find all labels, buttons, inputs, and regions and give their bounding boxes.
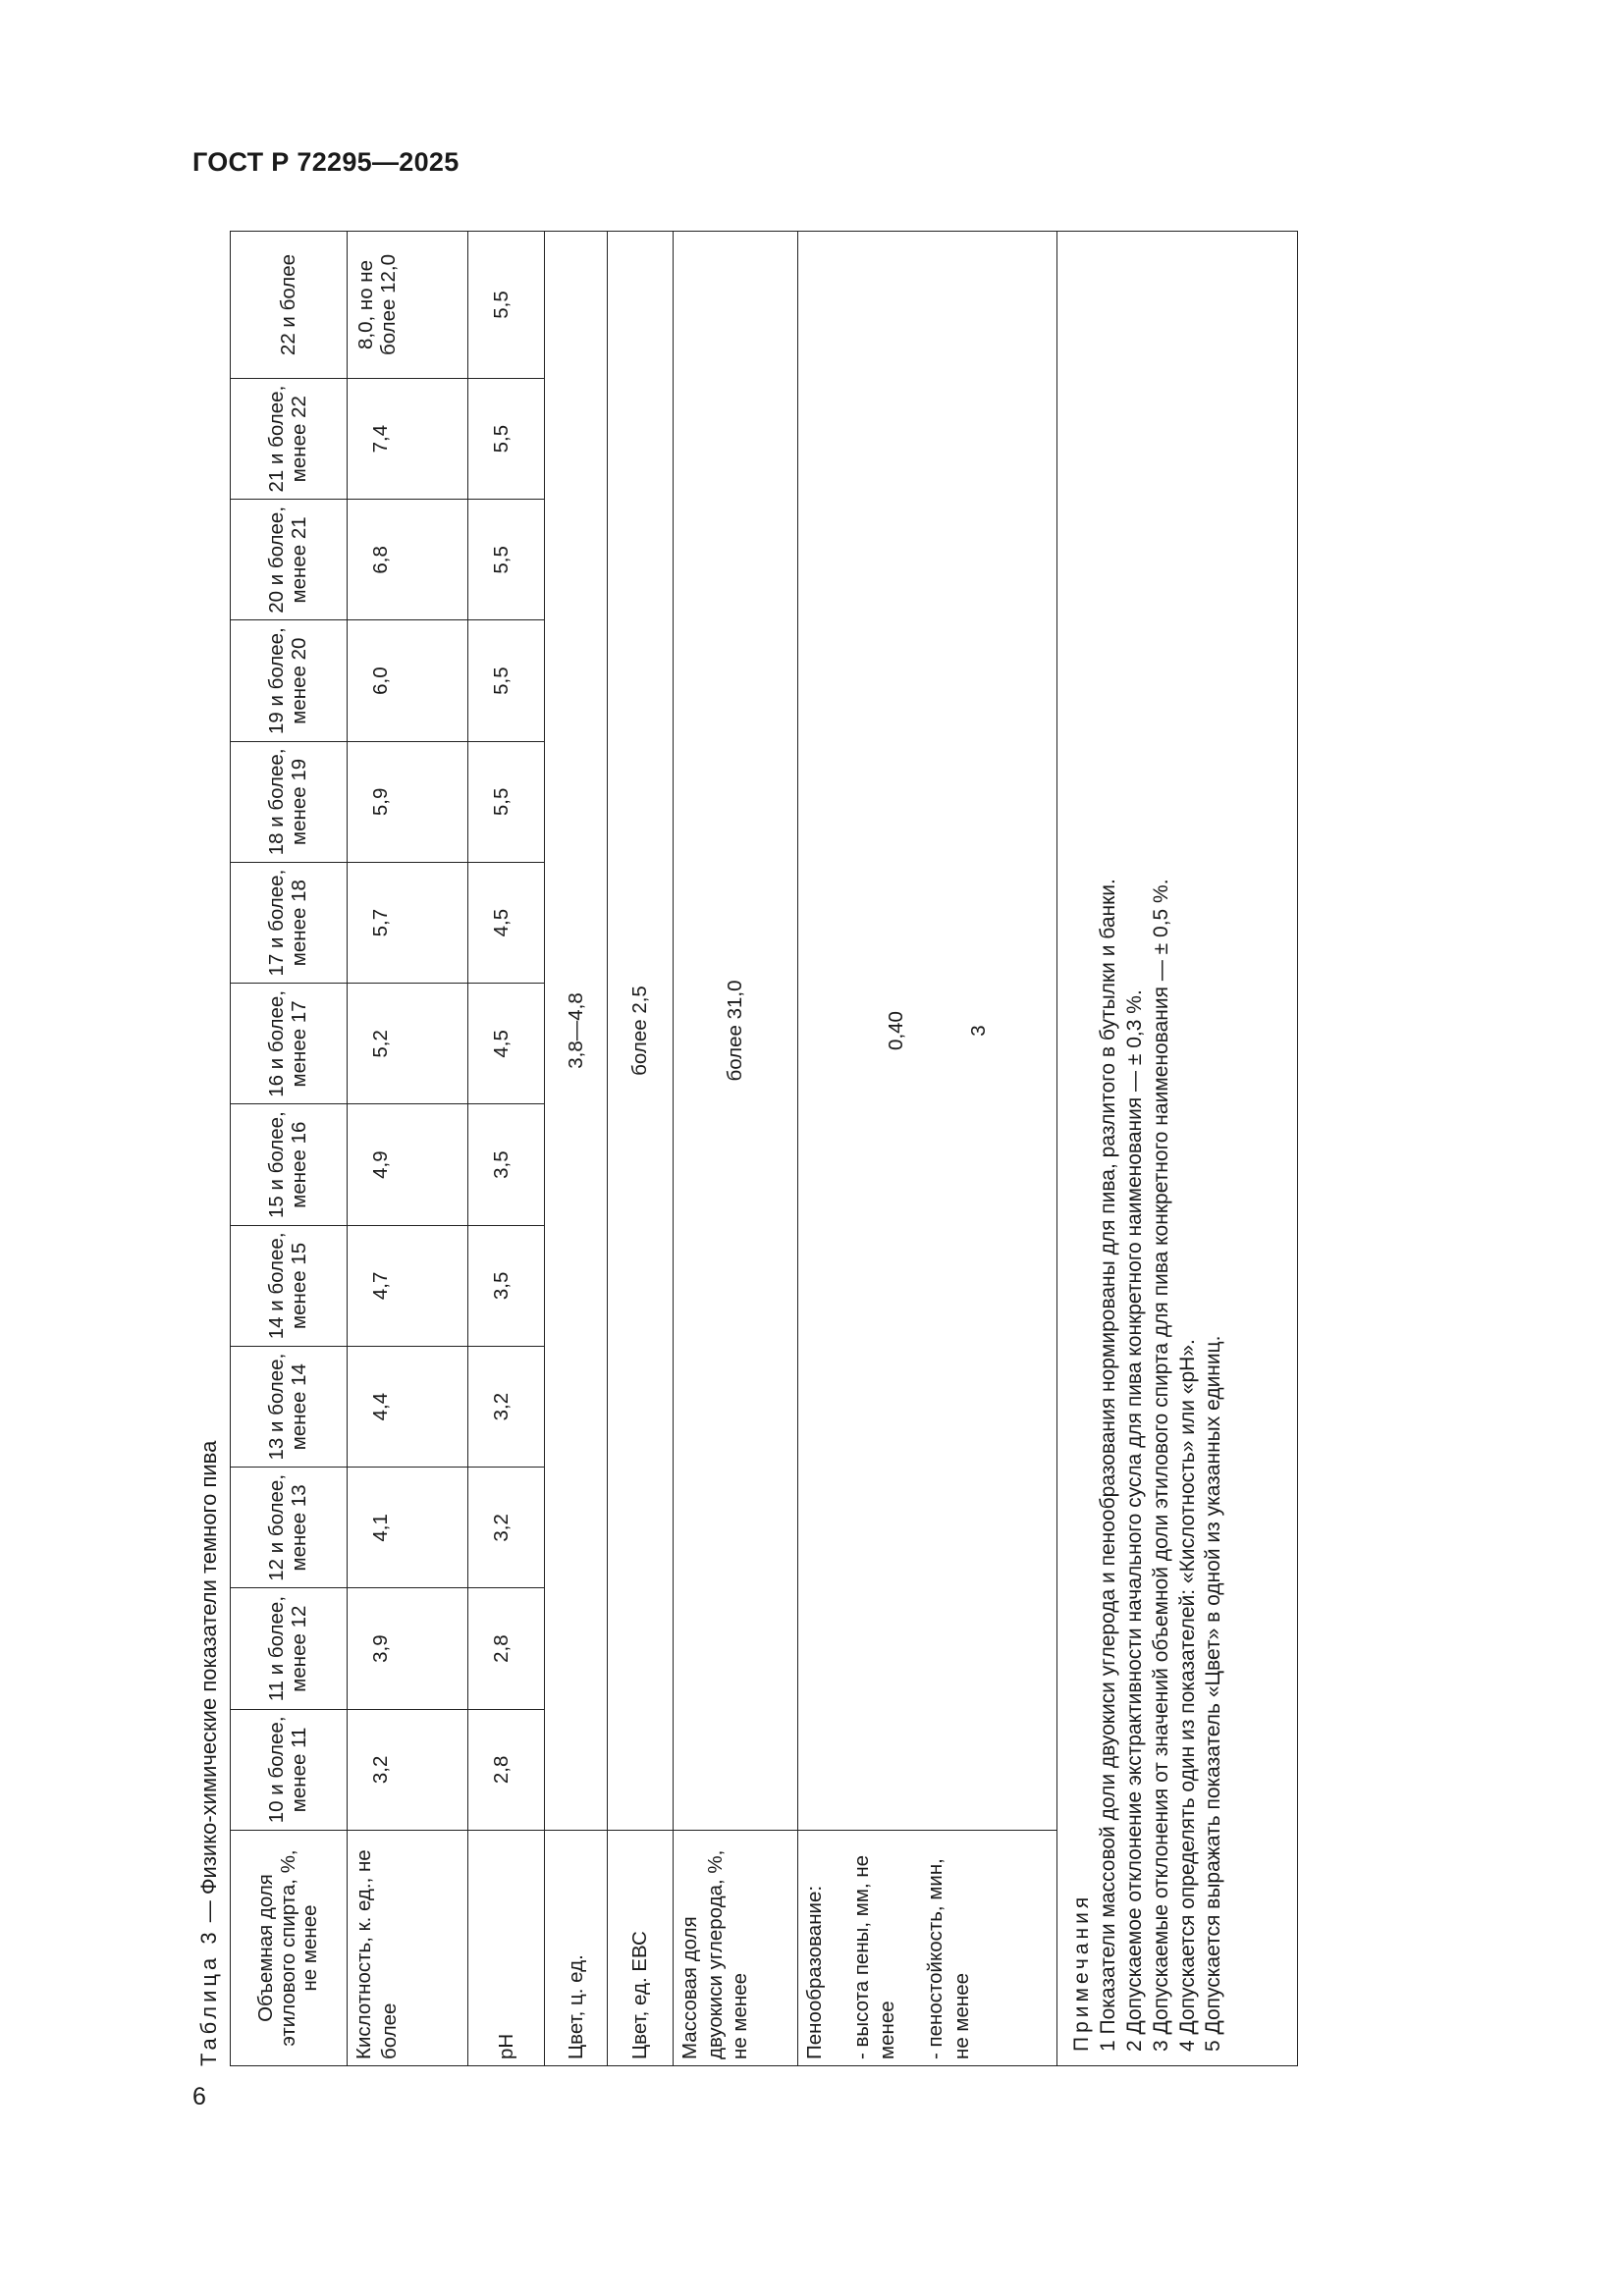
note-item: 3 Допускаемые отклонения от значений объемной доли этилового спирта для пива конкретного наименования — ± 0,5 %.	[1149, 879, 1172, 2052]
co2-value: более 31,0	[674, 232, 798, 1831]
ph-value: 4,5	[468, 863, 545, 984]
ph-value: 5,5	[468, 620, 545, 741]
note-item: 1 Показатели массовой доли двуокиси углерода и пенообразования нормированы для пива, разлитого в бутылки и банки.	[1096, 879, 1119, 2052]
acidity-value: 6,0	[348, 620, 468, 741]
notes-title: Примечания	[1070, 1893, 1093, 2052]
foam-height-label: - высота пены, мм, не менее	[849, 1854, 899, 2059]
color-cu-label: Цвет, ц. ед.	[545, 1831, 608, 2066]
ph-value: 4,5	[468, 984, 545, 1104]
ph-value: 5,5	[468, 500, 545, 620]
header-cell: 17 и более, менее 18	[231, 863, 348, 984]
ph-row	[468, 232, 545, 2066]
color-ebc-label: Цвет, ед. ЕВС	[608, 1831, 674, 2066]
acidity-value: 8,0, но не более 12,0	[348, 232, 468, 379]
acidity-value: 5,2	[348, 984, 468, 1104]
header-cell: 14 и более, менее 15	[231, 1225, 348, 1346]
header-label-cell: Объемная доля этилового спирта, %, не менее	[231, 1831, 348, 2066]
table-caption-text: — Физико-химические показатели темного пива	[196, 1440, 221, 1929]
header-cell: 12 и более, менее 13	[231, 1468, 348, 1588]
acidity-value: 3,2	[348, 1709, 468, 1830]
header-cell: 16 и более, менее 17	[231, 984, 348, 1104]
acidity-value: 7,4	[348, 379, 468, 500]
color-ebc-value: более 2,5	[608, 232, 674, 1831]
header-cell: 18 и более, менее 19	[231, 741, 348, 862]
notes-row	[1057, 232, 1298, 2066]
header-cell: 22 и более	[231, 232, 348, 379]
note-item: 5 Допускается выражать показатель «Цвет» в одной из указанных единиц.	[1202, 1335, 1225, 2052]
foam-label-cell	[798, 1831, 1057, 2066]
ph-value: 5,5	[468, 379, 545, 500]
notes-cell	[1057, 232, 1298, 2066]
acidity-value: 3,9	[348, 1588, 468, 1709]
acidity-value: 5,7	[348, 863, 468, 984]
header-cell: 20 и более, менее 21	[231, 500, 348, 620]
header-cell: 19 и более, менее 20	[231, 620, 348, 741]
note-item: 2 Допускаемое отклонение экстрактивности начального сусла для пива конкретного наименования — ± 0,3 %.	[1122, 989, 1146, 2052]
note-item: 4 Допускается определять один из показателей: «Кислотность» или «pH».	[1175, 1339, 1199, 2052]
foam-row	[798, 232, 1057, 2066]
co2-row	[674, 232, 798, 2066]
ph-value: 5,5	[468, 741, 545, 862]
acidity-value: 5,9	[348, 741, 468, 862]
header-cell: 21 и более, менее 22	[231, 379, 348, 500]
color-cu-value: 3,8—4,8	[545, 232, 608, 1831]
ph-value: 3,5	[468, 1225, 545, 1346]
acidity-value: 4,9	[348, 1104, 468, 1225]
ph-value: 2,8	[468, 1709, 545, 1830]
page-number: 6	[192, 2083, 206, 2110]
foam-height-value: 0,40	[884, 1011, 907, 1050]
acidity-label: Кислотность, к. ед., не более	[348, 1831, 468, 2066]
table-caption-prefix: Таблица 3	[196, 1928, 221, 2066]
header-cell: 15 и более, менее 16	[231, 1104, 348, 1225]
acidity-value: 4,4	[348, 1347, 468, 1468]
document-code: ГОСТ Р 72295—2025	[192, 147, 460, 177]
physicochemical-table	[230, 231, 1298, 2066]
acidity-value: 6,8	[348, 500, 468, 620]
foam-values-cell	[798, 232, 1057, 1831]
ph-value: 3,2	[468, 1347, 545, 1468]
foam-stability-label: - пеностойкость, мин, не менее	[923, 1858, 973, 2059]
ph-value: 5,5	[468, 232, 545, 379]
ph-value: 3,5	[468, 1104, 545, 1225]
foam-label: Пенообразование:	[803, 1885, 826, 2059]
table-caption	[196, 1441, 222, 2066]
ph-value: 2,8	[468, 1588, 545, 1709]
co2-label: Массовая доля двуокиси углерода, %, не менее	[674, 1831, 798, 2066]
color-ebc-row	[608, 232, 674, 2066]
rotated-table-block	[196, 231, 1242, 2066]
ph-label: pH	[468, 1831, 545, 2066]
acidity-row	[348, 232, 468, 2066]
ph-value: 3,2	[468, 1468, 545, 1588]
table-header-row	[231, 232, 348, 2066]
header-cell: 10 и более, менее 11	[231, 1709, 348, 1830]
header-cell: 13 и более, менее 14	[231, 1347, 348, 1468]
color-cu-row	[545, 232, 608, 2066]
acidity-value: 4,1	[348, 1468, 468, 1588]
foam-stability-value: 3	[966, 1025, 990, 1037]
acidity-value: 4,7	[348, 1225, 468, 1346]
header-cell: 11 и более, менее 12	[231, 1588, 348, 1709]
